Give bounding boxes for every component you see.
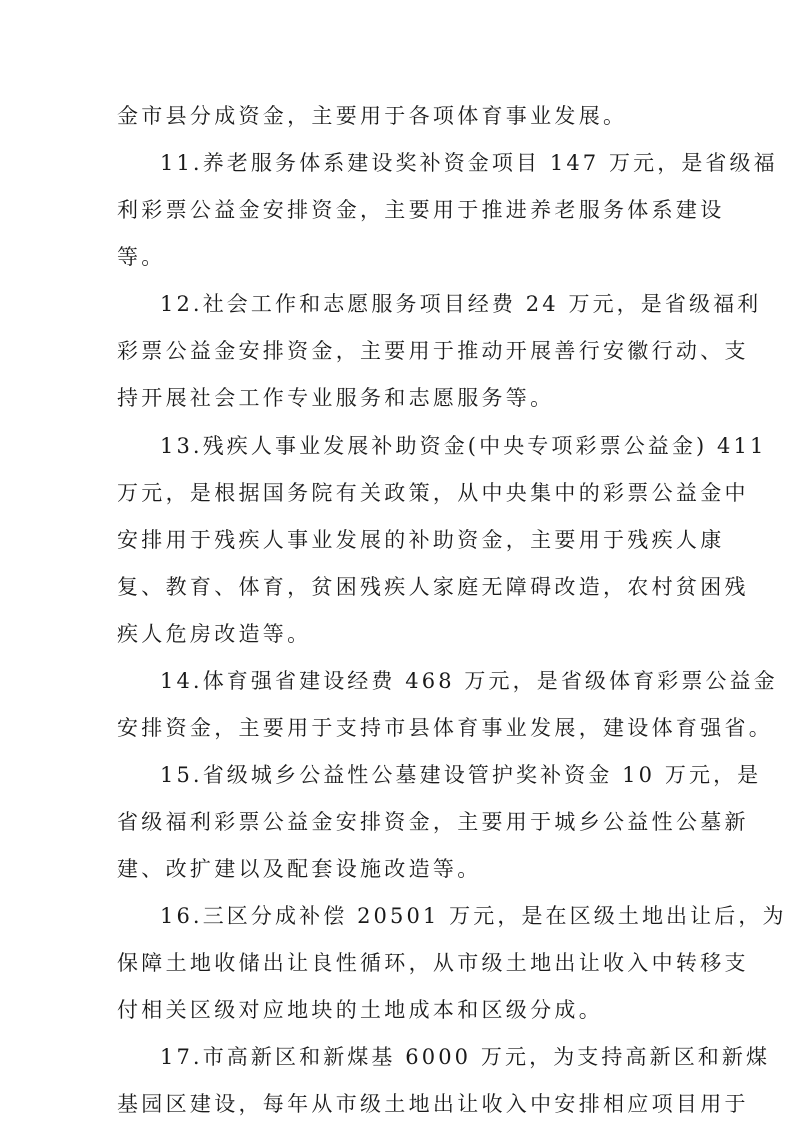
text-line: 省级福利彩票公益金安排资金，主要用于城乡公益性公墓新 [117,810,749,834]
paragraph-13-line: 13.残疾人事业发展补助资金(中央专项彩票公益金) 411 [160,434,767,458]
paragraph-12-line: 12.社会工作和志愿服务项目经费 24 万元，是省级福利 [160,292,762,316]
text-line: 万元，是根据国务院有关政策，从中央集中的彩票公益金中 [117,481,749,505]
text-line: 利彩票公益金安排资金，主要用于推进养老服务体系建设 [117,198,725,222]
text-line: 疾人危房改造等。 [117,622,312,646]
text-line: 复、教育、体育，贫困残疾人家庭无障碍改造，农村贫困残 [117,575,749,599]
paragraph-14-line: 14.体育强省建设经费 468 万元，是省级体育彩票公益金 [160,669,778,693]
text-line: 安排用于残疾人事业发展的补助资金，主要用于残疾人康 [117,528,725,552]
text-line: 彩票公益金安排资金，主要用于推动开展善行安徽行动、支 [117,339,749,363]
paragraph-11-line: 11.养老服务体系建设奖补资金项目 147 万元，是省级福 [160,151,778,175]
text-line: 持开展社会工作专业服务和志愿服务等。 [117,386,555,410]
text-line: 付相关区级对应地块的土地成本和区级分成。 [117,998,603,1022]
text-line: 基园区建设，每年从市级土地出让收入中安排相应项目用于 [117,1092,749,1116]
text-line: 安排资金，主要用于支持市县体育事业发展，建设体育强省。 [117,716,774,740]
text-line: 保障土地收储出让良性循环，从市级土地出让收入中转移支 [117,951,749,975]
text-line: 建、改扩建以及配套设施改造等。 [117,857,482,881]
paragraph-15-line: 15.省级城乡公益性公墓建设管护奖补资金 10 万元，是 [160,763,762,787]
paragraph-16-line: 16.三区分成补偿 20501 万元，是在区级土地出让后，为 [160,904,787,928]
paragraph-17-line: 17.市高新区和新煤基 6000 万元，为支持高新区和新煤 [160,1045,771,1069]
text-line: 金市县分成资金，主要用于各项体育事业发展。 [117,104,628,128]
text-line: 等。 [117,245,166,269]
